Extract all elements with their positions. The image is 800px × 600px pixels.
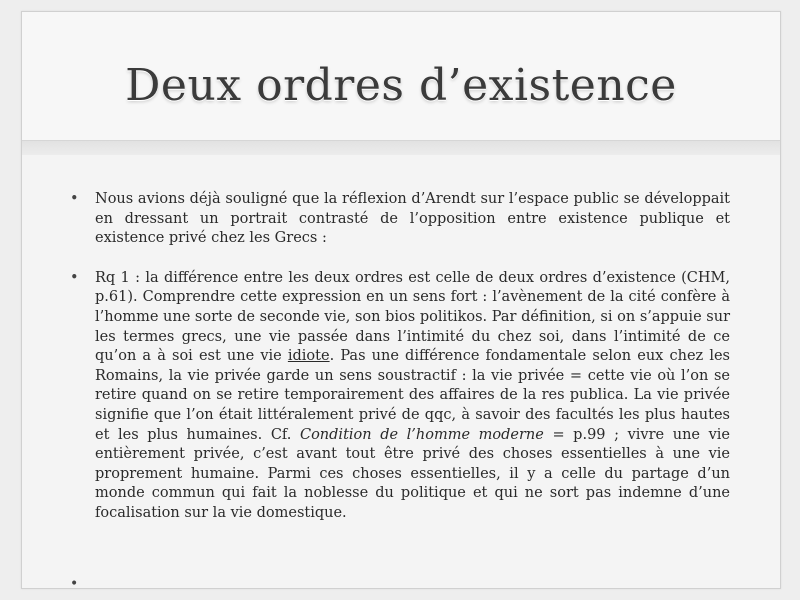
title-band — [22, 12, 780, 140]
empty-bullet-icon: • — [70, 576, 79, 592]
paragraph-1: Nous avions déjà souligné que la réflexion d’Arendt sur l’espace public se développait en dressant un portrait contrasté de l’opposition entre existence publique et existence privé chez les Grecs : — [95, 191, 730, 247]
paragraph-2-part-b: . Pas une différence fondamentale selon eux chez les Romains, la vie privée garde un sens soustractif : la vie privée = cette vie où l’on se retire quand on se retire temporairement des affaires de la res publica. La vie privée signifie que l’on était littéralement privé de qqc, à savoir des facultés les plus hautes et les plus humaines. Cf. — [95, 348, 730, 443]
slide-content — [70, 190, 730, 524]
bullet-item-1 — [70, 190, 730, 249]
bullet-icon: • — [70, 269, 79, 286]
bullet-icon: • — [70, 191, 79, 207]
paragraph-2-part-a: Rq 1 : la différence entre les deux ordres est celle de deux ordres d’existence (CHM, p.61). Comprendre cette expression en un sens fort : l’avènement de la cité confère à l’homme une sorte de seconde vie, son bios politikos. Par définition, si on s’appuie sur les termes grecs, une vie passée dans l’intimité du chez soi, dans l’intimité de ce qu’on a à soi est une vie — [95, 269, 730, 365]
book-title: Condition de l’homme moderne — [299, 426, 544, 443]
paragraph-2-part-c: = p.99 ; vivre une vie entièrement privée, c’est avant tout être privé des choses essentielles à une vie proprement humaine. Parmi ces choses essentielles, il y a celle du partage d’un monde commun qui fait la noblesse du politique et qui ne sort pas indemne d’une focalisation sur la vie domestique. — [95, 426, 730, 521]
bullet-item-2 — [70, 269, 730, 524]
underlined-word: idiote — [287, 348, 330, 365]
slide-title: Deux ordres d’existence — [125, 60, 677, 111]
title-divider — [22, 140, 780, 155]
